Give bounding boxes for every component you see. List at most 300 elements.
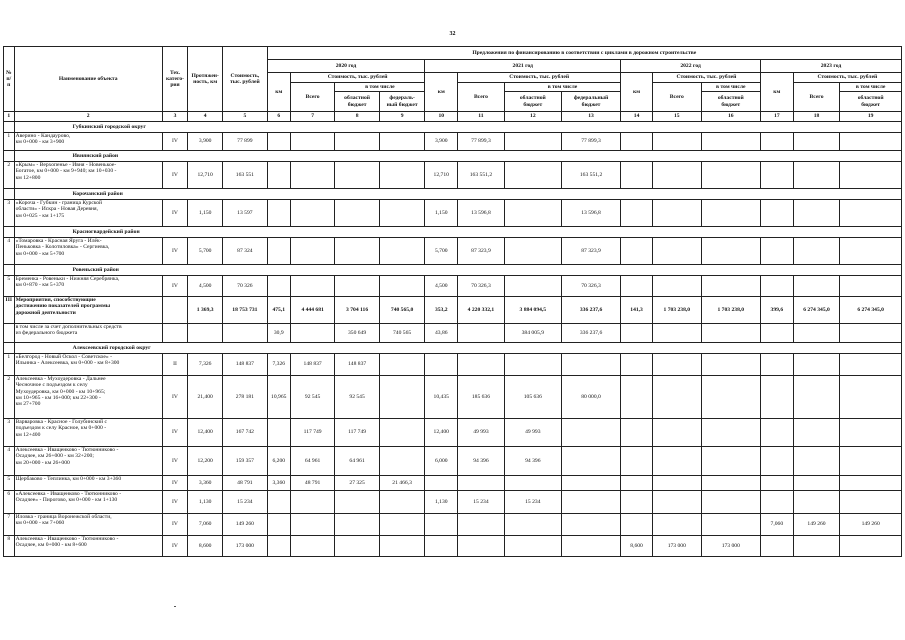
value-cell: 12,400	[425, 419, 458, 447]
value-cell: 77 899,3	[561, 133, 620, 151]
value-cell: 43,86	[425, 324, 458, 343]
value-cell: 149 260	[840, 514, 902, 536]
value-cell: 87 323,9	[458, 238, 505, 265]
header-km-2022: км	[621, 73, 653, 112]
value-cell	[267, 200, 290, 227]
value-cell: 117 749	[290, 419, 334, 447]
value-cell	[621, 200, 653, 227]
category-cell: IV	[162, 447, 187, 476]
header-year-2020: 2020 год	[267, 60, 425, 73]
value-cell	[425, 536, 458, 557]
value-cell	[458, 324, 505, 343]
value-cell	[701, 354, 760, 376]
table-row	[4, 276, 902, 297]
section-spacer	[4, 265, 15, 276]
object-name: Алексеевка - Мухоудеровка - Дальнее Чесночное с подъездом к селу Мухоудеровка, км 0+000 - км 10+965; км 10+965 - км 16+000; км 22+300 - км 27+700	[14, 376, 162, 419]
value-cell: 740 565,0	[379, 297, 425, 324]
value-cell	[793, 376, 840, 419]
value-cell: 173 000	[701, 536, 760, 557]
category-cell: II	[162, 354, 187, 376]
column-number: 10	[425, 112, 458, 122]
value-cell	[335, 200, 379, 227]
value-cell: 64 961	[290, 447, 334, 476]
section-row	[4, 227, 902, 238]
section-row	[4, 265, 902, 276]
value-cell: 12,710	[425, 162, 458, 189]
header-km-2021: км	[425, 73, 458, 112]
object-name: Алексеевка - Иващенково - Тютюнниково - Осадчее, км 26+000 - км 32+200; км 20+000 - км 26+000	[14, 447, 162, 476]
row-number: 2	[4, 162, 15, 189]
object-name: Щербаково - Теплинка, км 0+000 - км 3+360	[14, 476, 162, 491]
value-cell	[840, 276, 902, 297]
column-number: 4	[188, 112, 223, 122]
value-cell	[621, 514, 653, 536]
cost-cell: 163 551	[223, 162, 267, 189]
value-cell: 6 274 345,0	[793, 297, 840, 324]
cost-cell: 15 234	[223, 491, 267, 514]
value-cell: 70 326,3	[561, 276, 620, 297]
value-cell: 87 323,9	[561, 238, 620, 265]
value-cell	[652, 376, 701, 419]
section-row	[4, 189, 902, 200]
object-name: «Белгород - Новый Оскол - Советское» - Ильинка - Алексеевка, км 0+000 - км 8+300	[14, 354, 162, 376]
value-cell: 4 220 332,1	[458, 297, 505, 324]
value-cell	[335, 536, 379, 557]
header-total-2020: Всего	[290, 83, 334, 112]
row-number: 2	[4, 376, 15, 419]
value-cell	[760, 238, 793, 265]
header-regional-2021: областной бюджет	[504, 92, 561, 112]
value-cell	[267, 162, 290, 189]
value-cell	[290, 491, 334, 514]
section-row	[4, 122, 902, 133]
section-spacer	[4, 151, 15, 162]
category-cell: IV	[162, 162, 187, 189]
category-cell: IV	[162, 476, 187, 491]
value-cell	[290, 133, 334, 151]
category-cell: IV	[162, 536, 187, 557]
length-cell: 3,900	[188, 133, 223, 151]
row-number: 4	[4, 238, 15, 265]
value-cell	[701, 324, 760, 343]
value-cell: 336 237,6	[561, 297, 620, 324]
value-cell	[290, 276, 334, 297]
value-cell: 4 444 681	[290, 297, 334, 324]
row-number	[4, 324, 15, 343]
value-cell: 163 551,2	[561, 162, 620, 189]
value-cell	[840, 419, 902, 447]
value-cell	[504, 238, 561, 265]
value-cell	[793, 354, 840, 376]
value-cell: 384 005,9	[504, 324, 561, 343]
header-incl-2023: в том числе	[840, 83, 902, 92]
section-spacer	[4, 122, 15, 133]
table-row	[4, 354, 902, 376]
value-cell: 740 565	[379, 324, 425, 343]
value-cell	[379, 200, 425, 227]
category-cell	[162, 297, 187, 324]
cost-cell: 77 899	[223, 133, 267, 151]
value-cell: 105 636	[504, 376, 561, 419]
value-cell: 3,900	[425, 133, 458, 151]
value-cell	[701, 376, 760, 419]
value-cell	[652, 133, 701, 151]
value-cell	[335, 238, 379, 265]
row-number: 5	[4, 476, 15, 491]
column-number: 16	[701, 112, 760, 122]
value-cell	[840, 536, 902, 557]
value-cell	[760, 419, 793, 447]
value-cell: 21 466,3	[379, 476, 425, 491]
header-cost-2022: Стоимость, тыс. рублей	[652, 73, 760, 83]
value-cell	[561, 536, 620, 557]
section-title: Красногвардейский район	[14, 227, 901, 238]
value-cell	[379, 376, 425, 419]
value-cell	[379, 514, 425, 536]
cost-cell	[223, 324, 267, 343]
value-cell: 10,435	[425, 376, 458, 419]
value-cell: 185 636	[458, 376, 505, 419]
column-number: 12	[504, 112, 561, 122]
value-cell: 4,500	[425, 276, 458, 297]
cost-cell: 70 326	[223, 276, 267, 297]
length-cell: 12,200	[188, 447, 223, 476]
object-name: «Алексеевка - Иващенково - Тютюнниково - Осадчее» - Пирогово, км 0+000 - км 1+130	[14, 491, 162, 514]
cost-cell: 48 791	[223, 476, 267, 491]
table-row	[4, 376, 902, 419]
value-cell	[701, 238, 760, 265]
value-cell: 336 237,6	[561, 324, 620, 343]
value-cell	[379, 536, 425, 557]
value-cell: 77 899,3	[458, 133, 505, 151]
value-cell	[379, 491, 425, 514]
category-cell: IV	[162, 276, 187, 297]
value-cell	[504, 476, 561, 491]
value-cell	[561, 419, 620, 447]
header-category: Тех. катего- рия	[162, 47, 187, 112]
length-cell	[188, 324, 223, 343]
header-incl-2022: в том числе	[701, 83, 760, 92]
value-cell: 30,9	[267, 324, 290, 343]
value-cell: 94 396	[504, 447, 561, 476]
value-cell	[793, 447, 840, 476]
value-cell	[267, 514, 290, 536]
length-cell: 3,360	[188, 476, 223, 491]
value-cell	[652, 354, 701, 376]
value-cell	[652, 419, 701, 447]
value-cell: 13 596,8	[561, 200, 620, 227]
section-title: Ивнянский район	[14, 151, 901, 162]
column-number: 15	[652, 112, 701, 122]
header-total-2023: Всего	[793, 83, 840, 112]
value-cell	[652, 324, 701, 343]
value-cell: 15 234	[504, 491, 561, 514]
value-cell	[793, 491, 840, 514]
category-cell: IV	[162, 491, 187, 514]
value-cell: 350 649	[335, 324, 379, 343]
value-cell	[793, 200, 840, 227]
value-cell	[267, 419, 290, 447]
column-number: 8	[335, 112, 379, 122]
category-cell	[162, 324, 187, 343]
value-cell: 163 551,2	[458, 162, 505, 189]
value-cell: 399,6	[760, 297, 793, 324]
table-row	[4, 238, 902, 265]
section-spacer	[4, 227, 15, 238]
row-number: 3	[4, 200, 15, 227]
value-cell	[290, 200, 334, 227]
length-cell: 1,130	[188, 491, 223, 514]
section-spacer	[4, 189, 15, 200]
table-row	[4, 419, 902, 447]
value-cell	[335, 162, 379, 189]
section-title: Корочанский район	[14, 189, 901, 200]
cost-cell: 167 742	[223, 419, 267, 447]
value-cell	[840, 133, 902, 151]
value-cell	[701, 200, 760, 227]
value-cell: 148 837	[290, 354, 334, 376]
section-title: Ровеньский район	[14, 265, 901, 276]
value-cell	[760, 162, 793, 189]
section-row	[4, 151, 902, 162]
value-cell	[504, 133, 561, 151]
row-number: 8	[4, 536, 15, 557]
header-year-2021: 2021 год	[425, 60, 621, 73]
value-cell	[621, 324, 653, 343]
value-cell: 141,3	[621, 297, 653, 324]
value-cell	[267, 133, 290, 151]
value-cell	[760, 447, 793, 476]
header-km-2020: км	[267, 73, 290, 112]
value-cell	[561, 491, 620, 514]
value-cell	[793, 324, 840, 343]
value-cell	[701, 447, 760, 476]
value-cell	[379, 447, 425, 476]
column-number: 1	[4, 112, 15, 122]
header-cost-2021: Стоимость, тыс. рублей	[458, 73, 621, 83]
value-cell	[701, 162, 760, 189]
value-cell	[621, 162, 653, 189]
financing-table	[3, 46, 902, 557]
value-cell	[561, 514, 620, 536]
header-regional-2020: областной бюджет	[335, 92, 379, 112]
value-cell	[840, 376, 902, 419]
value-cell	[760, 324, 793, 343]
column-number: 6	[267, 112, 290, 122]
value-cell: 6,000	[425, 447, 458, 476]
row-number: 5	[4, 276, 15, 297]
value-cell	[760, 354, 793, 376]
value-cell	[335, 133, 379, 151]
value-cell	[267, 491, 290, 514]
table-row	[4, 536, 902, 557]
value-cell	[840, 354, 902, 376]
value-cell: 5,700	[425, 238, 458, 265]
cost-cell: 173 000	[223, 536, 267, 557]
summary-row	[4, 297, 902, 324]
row-number: 1	[4, 354, 15, 376]
value-cell	[621, 276, 653, 297]
section-row	[4, 343, 902, 354]
section-title: Губкинский городской округ	[14, 122, 901, 133]
value-cell: 7,326	[267, 354, 290, 376]
value-cell	[652, 491, 701, 514]
value-cell: 117 749	[335, 419, 379, 447]
value-cell: 475,1	[267, 297, 290, 324]
value-cell: 6,200	[267, 447, 290, 476]
value-cell	[793, 476, 840, 491]
value-cell: 94 396	[458, 447, 505, 476]
value-cell	[290, 162, 334, 189]
value-cell: 27 325	[335, 476, 379, 491]
value-cell	[290, 238, 334, 265]
value-cell: 6 274 345,0	[840, 297, 902, 324]
value-cell: 49 993	[504, 419, 561, 447]
category-cell: IV	[162, 376, 187, 419]
value-cell: 1,130	[425, 491, 458, 514]
value-cell: 49 993	[458, 419, 505, 447]
column-number: 17	[760, 112, 793, 122]
category-cell: IV	[162, 514, 187, 536]
value-cell	[504, 354, 561, 376]
object-name: «Крым» - Верхопенье - Ивня - Новенькое- Богатое, км 0+000 - км 9+940; км 10+030 - км 12+800	[14, 162, 162, 189]
value-cell	[425, 514, 458, 536]
value-cell	[379, 133, 425, 151]
category-cell: IV	[162, 133, 187, 151]
section-title: Алексеевский городской округ	[14, 343, 901, 354]
table-row	[4, 200, 902, 227]
length-cell: 1 369,3	[188, 297, 223, 324]
value-cell	[504, 514, 561, 536]
object-name: Варваровка - Красное - Голубинский с подъездом к селу Красное, км 0+000 - км 12+400	[14, 419, 162, 447]
row-number: 7	[4, 514, 15, 536]
header-cost-2020: Стоимость, тыс. рублей	[290, 73, 424, 83]
value-cell	[267, 238, 290, 265]
value-cell	[621, 354, 653, 376]
value-cell: 3 704 116	[335, 297, 379, 324]
value-cell	[621, 491, 653, 514]
table-row	[4, 324, 902, 343]
value-cell: 92 545	[290, 376, 334, 419]
cost-cell: 87 324	[223, 238, 267, 265]
value-cell	[652, 514, 701, 536]
column-number: 7	[290, 112, 334, 122]
value-cell	[621, 133, 653, 151]
value-cell: 149 260	[793, 514, 840, 536]
row-number: 6	[4, 491, 15, 514]
cost-cell: 13 597	[223, 200, 267, 227]
length-cell: 7,060	[188, 514, 223, 536]
value-cell	[652, 476, 701, 491]
object-name: Бременка - Ровеньки - Нижняя Серебрянка, км 0+870 - км 5+370	[14, 276, 162, 297]
value-cell	[652, 276, 701, 297]
header-incl-2021: в том числе	[504, 83, 620, 92]
value-cell	[621, 238, 653, 265]
value-cell: 10,965	[267, 376, 290, 419]
value-cell	[621, 476, 653, 491]
length-cell: 4,500	[188, 276, 223, 297]
value-cell	[458, 514, 505, 536]
value-cell	[760, 491, 793, 514]
value-cell	[701, 491, 760, 514]
value-cell	[504, 162, 561, 189]
value-cell	[379, 238, 425, 265]
value-cell	[504, 276, 561, 297]
category-cell: IV	[162, 200, 187, 227]
value-cell	[652, 162, 701, 189]
value-cell	[379, 162, 425, 189]
value-cell: 173 000	[652, 536, 701, 557]
value-cell	[290, 536, 334, 557]
value-cell	[701, 514, 760, 536]
length-cell: 5,700	[188, 238, 223, 265]
row-number: III	[4, 297, 15, 324]
column-number: 9	[379, 112, 425, 122]
length-cell: 21,400	[188, 376, 223, 419]
value-cell: 8,600	[621, 536, 653, 557]
value-cell: 80 000,0	[561, 376, 620, 419]
table-row	[4, 133, 902, 151]
value-cell	[760, 536, 793, 557]
value-cell	[458, 536, 505, 557]
value-cell: 1,150	[425, 200, 458, 227]
value-cell: 1 703 238,0	[701, 297, 760, 324]
value-cell	[793, 419, 840, 447]
category-cell: IV	[162, 419, 187, 447]
length-cell: 1,150	[188, 200, 223, 227]
header-km-2023: км	[760, 73, 793, 112]
header-incl-2020: в том числе	[335, 83, 425, 92]
value-cell: 1 703 238,0	[652, 297, 701, 324]
value-cell	[561, 354, 620, 376]
value-cell	[504, 536, 561, 557]
value-cell	[561, 447, 620, 476]
value-cell	[335, 276, 379, 297]
header-proposals: Предложения по финансированию в соответствии с циклами в дорожном строительстве	[267, 47, 901, 60]
value-cell	[840, 200, 902, 227]
value-cell	[701, 476, 760, 491]
scan-mark	[174, 606, 176, 607]
header-num: № п/п	[4, 47, 15, 112]
value-cell	[701, 276, 760, 297]
row-number: 4	[4, 447, 15, 476]
value-cell	[652, 200, 701, 227]
header-year-2023: 2023 год	[760, 60, 901, 73]
cost-cell: 149 260	[223, 514, 267, 536]
header-cost: Стоимость, тыс. рублей	[223, 47, 267, 112]
value-cell	[267, 536, 290, 557]
header-total-2021: Всего	[458, 83, 505, 112]
value-cell	[621, 376, 653, 419]
column-number: 2	[14, 112, 162, 122]
header-length: Протяжен- ность, км	[188, 47, 223, 112]
value-cell	[793, 536, 840, 557]
table-row	[4, 447, 902, 476]
value-cell	[652, 447, 701, 476]
page-number: 32	[449, 31, 456, 37]
table-row	[4, 514, 902, 536]
value-cell	[561, 476, 620, 491]
value-cell: 3,360	[267, 476, 290, 491]
object-name: Аверино - Кандаурово, км 0+000 - км 3+900	[14, 133, 162, 151]
value-cell	[504, 200, 561, 227]
header-name: Наименование объекта	[14, 47, 162, 112]
cost-cell: 278 181	[223, 376, 267, 419]
category-cell: IV	[162, 238, 187, 265]
column-number: 14	[621, 112, 653, 122]
header-regional-2023: областной бюджет	[840, 92, 902, 112]
object-name: Мероприятия, способствующие достижению показателей программы дорожной деятельности	[14, 297, 162, 324]
